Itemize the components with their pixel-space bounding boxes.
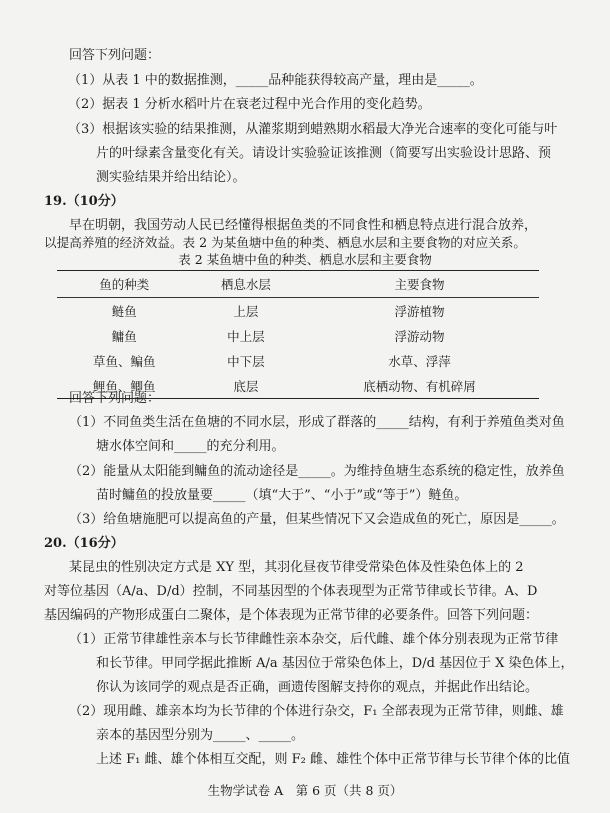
table-caption: 表 2 某鱼塘中鱼的种类、栖息水层和主要食物 (178, 252, 432, 267)
table-row (57, 323, 539, 348)
table-cell: 鲢鱼 (111, 303, 137, 319)
q19-answer-prompt: 回答下列问题： (69, 391, 161, 406)
table-cell: 鳙鱼 (111, 328, 137, 344)
q20-part1-line: （1）正常节律雄性亲本与长节律雌性亲本杂交，后代雌、雄个体分别表现为正常节律 (69, 632, 559, 647)
table-cell: 浮游植物 (394, 303, 445, 319)
table-cell: 底层 (192, 373, 301, 399)
q18-part3-line3: 测实验结果并给出结论）。 (96, 170, 246, 185)
table-cell: 中下层 (227, 353, 265, 369)
answer-prompt: 回答下列问题： (69, 48, 161, 63)
q20-line: 基因编码的产物形成蛋白二聚体，是个体表现为正常节律的必要条件。回答下列问题： (44, 608, 539, 623)
q19-intro-line1: 早在明朝，我国劳动人民已经懂得根据鱼类的不同食性和栖息特点进行混合放养， (69, 218, 538, 233)
table-cell: 草鱼、鳊鱼 (93, 353, 156, 369)
q19-part2-line2: 苗时鳙鱼的投放量要_____（填“大于”、“小于”或“等于”）鲢鱼。 (96, 488, 468, 503)
q20-part2-line: 亲本的基因型分别为_____、_____。 (96, 728, 305, 743)
table-header-cell: 主要食物 (300, 271, 539, 298)
q19-part2-line1: （2）能量从太阳能到鳙鱼的流动途径是_____。为维持鱼塘生态系统的稳定性，放养鱼 (69, 464, 565, 479)
q19-part1-line1: （1）不同鱼类生活在鱼塘的不同水层，形成了群落的_____结构，有利于养殖鱼类对鱼 (69, 415, 565, 430)
table-cell: 浮游动物 (394, 328, 445, 344)
q19-heading: 19.（10分） (44, 194, 124, 209)
page-footer: 生物学试卷 A 第 6 页（共 8 页） (207, 783, 403, 798)
fish-table (57, 270, 539, 399)
q19-intro-line2: 以提高养殖的经济效益。表 2 为某鱼塘中鱼的种类、栖息水层和主要食物的对应关系。 (44, 235, 526, 250)
table-cell: 中上层 (227, 328, 265, 344)
q20-line: 某昆虫的性别决定方式是 XY 型，其羽化昼夜节律受常染色体及性染色体上的 2 (69, 560, 524, 575)
q18-part3-line2: 片的叶绿素含量变化有关。请设计实验验证该推测（简要写出实验设计思路、预 (96, 146, 552, 161)
table-header-cell: 鱼的种类 (57, 271, 192, 298)
q20-line: 对等位基因（A/a、D/d）控制，不同基因型的个体表现型为正常节律或长节律。A、D (44, 584, 538, 599)
table-header-row (57, 271, 539, 298)
table-cell: 鲤鱼、鲫鱼 (57, 373, 192, 399)
table-cell: 上层 (233, 303, 259, 319)
q18-part2: （2）据表 1 分析水稻叶片在衰老过程中光合作用的变化趋势。 (68, 97, 431, 112)
table-header-cell: 栖息水层 (192, 271, 301, 298)
q20-heading: 20.（16分） (44, 536, 124, 551)
q20-part3-line: 上述 F₁ 雌、雄个体相互交配，则 F₂ 雌、雄性个体中正常节律与长节律个体的比值 (96, 752, 570, 767)
q20-part2-line: （2）现用雌、雄亲本均为长节律的个体进行杂交，F₁ 全部表现为正常节律，则雌、雄 (69, 704, 564, 719)
q18-part1: （1）从表 1 中的数据推测，_____品种能获得较高产量，理由是_____。 (68, 73, 483, 88)
q19-part3: （3）给鱼塘施肥可以提高鱼的产量，但某些情况下又会造成鱼的死亡，原因是_____。 (69, 512, 565, 527)
table-cell: 水草、浮萍 (388, 353, 451, 369)
q19-part1-line2: 塘水体空间和_____的充分利用。 (96, 439, 285, 454)
q18-part3-line1: （3）根据该实验的结果推测，从灌浆期到蜡熟期水稻最大净光合速率的变化可能与叶 (68, 122, 558, 137)
table-cell: 底栖动物、有机碎屑 (300, 373, 539, 399)
q20-part1-line: 和长节律。甲同学据此推断 A/a 基因位于常染色体上，D/d 基因位于 X 染色体上， (96, 656, 574, 671)
table-row (57, 298, 539, 324)
table-row (57, 348, 539, 373)
q20-part1-line: 你认为该同学的观点是否正确，画遗传图解支持你的观点，并据此作出结论。 (96, 680, 539, 695)
